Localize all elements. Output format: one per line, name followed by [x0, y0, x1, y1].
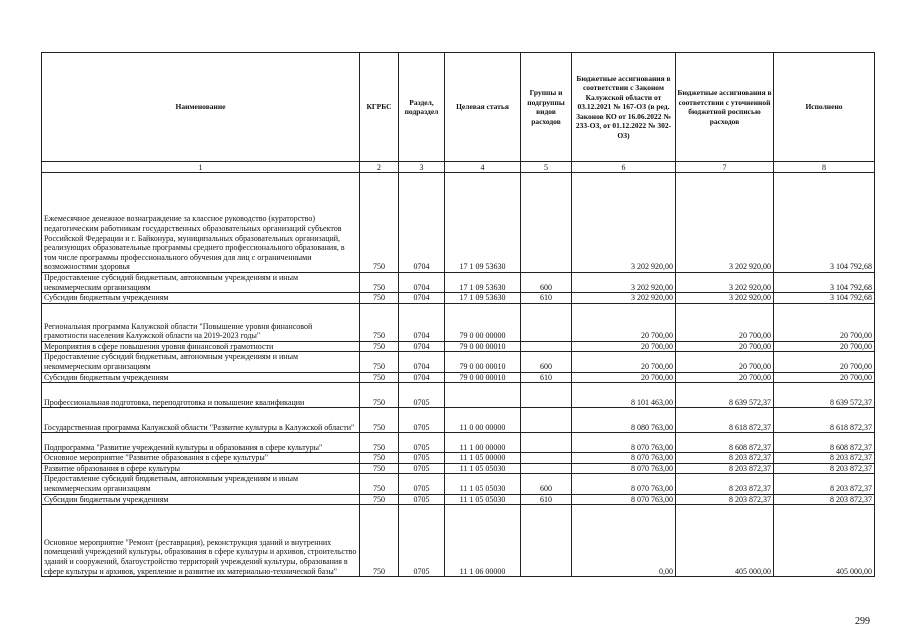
budget-table [41, 52, 875, 577]
cell-isp: 8 203 872,37 [774, 463, 875, 474]
table-row [42, 293, 875, 304]
cell-isp: 20 700,00 [774, 341, 875, 352]
header-name: Наименование [42, 53, 360, 162]
cell-razdel: 0704 [399, 273, 445, 293]
cell-cs [445, 383, 521, 408]
header-cs: Целевая статья [445, 53, 521, 162]
cell-law: 8 070 763,00 [572, 463, 676, 474]
cell-kgrbs: 750 [360, 505, 399, 577]
cell-name: Основное мероприятие "Ремонт (реставрация), реконструкция зданий и внутренних помещений учреждений культуры, образования в сфере культуры и архивов, строительство зданий и сооружений, благоустройство территорий учреждений культуры, образования в сфере культуры и архивов, укрепление и развитие их материально-технической базы" [42, 505, 360, 577]
cell-name: Профессиональная подготовка, переподготовка и повышение квалификации [42, 383, 360, 408]
cell-cs: 17 1 09 53630 [445, 173, 521, 273]
cell-gr [521, 408, 572, 433]
header-row [42, 53, 875, 162]
cell-isp: 3 104 792,68 [774, 273, 875, 293]
cell-kgrbs: 750 [360, 408, 399, 433]
cell-isp: 20 700,00 [774, 352, 875, 372]
cell-cs: 11 1 05 05030 [445, 474, 521, 494]
cell-gr [521, 341, 572, 352]
header-law: Бюджетные ассигнования в соответствии с Законом Калужской области от 03.12.2021 № 167-ОЗ (в ред. Законов КО от 16.06.2022 № 233-ОЗ, от 01.12.2022 № 302-ОЗ) [572, 53, 676, 162]
cell-razdel: 0704 [399, 293, 445, 304]
cell-law: 20 700,00 [572, 372, 676, 383]
cell-cs: 11 1 06 00000 [445, 505, 521, 577]
cell-kgrbs: 750 [360, 293, 399, 304]
cell-razdel: 0705 [399, 463, 445, 474]
cell-cs: 11 1 00 00000 [445, 433, 521, 453]
cell-utoch: 20 700,00 [676, 372, 774, 383]
cell-kgrbs: 750 [360, 341, 399, 352]
cell-law: 8 080 763,00 [572, 408, 676, 433]
cell-cs: 79 0 00 00010 [445, 372, 521, 383]
cell-razdel: 0705 [399, 494, 445, 505]
cell-razdel: 0705 [399, 474, 445, 494]
cell-gr [521, 383, 572, 408]
cell-isp: 20 700,00 [774, 303, 875, 341]
cell-isp: 405 000,00 [774, 505, 875, 577]
cell-law: 20 700,00 [572, 303, 676, 341]
cell-isp: 8 608 872,37 [774, 433, 875, 453]
column-number: 1 [42, 162, 360, 173]
column-number: 8 [774, 162, 875, 173]
cell-law: 8 070 763,00 [572, 433, 676, 453]
cell-kgrbs: 750 [360, 463, 399, 474]
table-row [42, 474, 875, 494]
cell-kgrbs: 750 [360, 433, 399, 453]
column-number: 4 [445, 162, 521, 173]
cell-gr [521, 505, 572, 577]
cell-gr: 610 [521, 494, 572, 505]
cell-law: 0,00 [572, 505, 676, 577]
cell-kgrbs: 750 [360, 352, 399, 372]
cell-razdel: 0705 [399, 408, 445, 433]
cell-name: Субсидии бюджетным учреждениям [42, 293, 360, 304]
table-row [42, 273, 875, 293]
cell-utoch: 8 639 572,37 [676, 383, 774, 408]
cell-law: 20 700,00 [572, 352, 676, 372]
cell-isp: 8 639 572,37 [774, 383, 875, 408]
cell-name: Мероприятия в сфере повышения уровня финансовой грамотности [42, 341, 360, 352]
cell-gr [521, 173, 572, 273]
cell-gr [521, 303, 572, 341]
table-row [42, 408, 875, 433]
cell-razdel: 0704 [399, 173, 445, 273]
cell-isp: 3 104 792,68 [774, 293, 875, 304]
cell-utoch: 20 700,00 [676, 341, 774, 352]
cell-gr [521, 463, 572, 474]
cell-name: Государственная программа Калужской области "Развитие культуры в Калужской области" [42, 408, 360, 433]
cell-razdel: 0704 [399, 352, 445, 372]
cell-gr [521, 433, 572, 453]
cell-kgrbs: 750 [360, 494, 399, 505]
cell-gr: 600 [521, 273, 572, 293]
cell-utoch: 8 203 872,37 [676, 453, 774, 464]
cell-utoch: 3 202 920,00 [676, 173, 774, 273]
cell-razdel: 0705 [399, 433, 445, 453]
cell-cs: 79 0 00 00010 [445, 341, 521, 352]
cell-razdel: 0704 [399, 372, 445, 383]
header-isp: Исполнено [774, 53, 875, 162]
cell-gr: 600 [521, 352, 572, 372]
cell-name: Субсидии бюджетным учреждениям [42, 372, 360, 383]
cell-name: Ежемесячное денежное вознаграждение за классное руководство (кураторство) педагогическим работникам государственных образовательных организаций субъектов Российской Федерации и г. Байконура, муниципальных образовательных организаций, реализующих образовательные программы среднего профессионального образования, в том числе программы профессионального обучения для лиц с ограниченными возможностями здоровья [42, 173, 360, 273]
cell-law: 3 202 920,00 [572, 293, 676, 304]
cell-utoch: 8 608 872,37 [676, 433, 774, 453]
column-number: 6 [572, 162, 676, 173]
cell-gr [521, 453, 572, 464]
cell-utoch: 3 202 920,00 [676, 293, 774, 304]
cell-utoch: 405 000,00 [676, 505, 774, 577]
cell-isp: 8 203 872,37 [774, 494, 875, 505]
cell-cs: 79 0 00 00010 [445, 352, 521, 372]
column-number: 2 [360, 162, 399, 173]
cell-kgrbs: 750 [360, 383, 399, 408]
cell-isp: 8 203 872,37 [774, 474, 875, 494]
cell-kgrbs: 750 [360, 273, 399, 293]
cell-cs: 17 1 09 53630 [445, 293, 521, 304]
cell-kgrbs: 750 [360, 372, 399, 383]
cell-gr: 610 [521, 372, 572, 383]
cell-kgrbs: 750 [360, 303, 399, 341]
cell-law: 8 070 763,00 [572, 494, 676, 505]
cell-utoch: 8 203 872,37 [676, 474, 774, 494]
cell-utoch: 20 700,00 [676, 303, 774, 341]
table-row [42, 352, 875, 372]
cell-isp: 8 203 872,37 [774, 453, 875, 464]
cell-kgrbs: 750 [360, 453, 399, 464]
header-gr: Группы и подгруппы видов расходов [521, 53, 572, 162]
cell-isp: 8 618 872,37 [774, 408, 875, 433]
cell-name: Основное мероприятие "Развитие образования в сфере культуры" [42, 453, 360, 464]
table-row [42, 383, 875, 408]
table-row [42, 453, 875, 464]
table-row [42, 463, 875, 474]
cell-name: Подпрограмма "Развитие учреждений культуры и образования в сфере культуры" [42, 433, 360, 453]
column-number-row [42, 162, 875, 173]
cell-razdel: 0704 [399, 341, 445, 352]
table-row [42, 505, 875, 577]
cell-law: 20 700,00 [572, 341, 676, 352]
table-row [42, 173, 875, 273]
cell-razdel: 0705 [399, 383, 445, 408]
header-razdel: Раздел, подраздел [399, 53, 445, 162]
cell-razdel: 0705 [399, 453, 445, 464]
table-row [42, 433, 875, 453]
cell-law: 8 070 763,00 [572, 474, 676, 494]
column-number: 7 [676, 162, 774, 173]
cell-law: 3 202 920,00 [572, 273, 676, 293]
cell-name: Предоставление субсидий бюджетным, автономным учреждениям и иным некоммерческим организациям [42, 273, 360, 293]
table-row [42, 494, 875, 505]
cell-name: Развитие образования в сфере культуры [42, 463, 360, 474]
page-number: 299 [855, 616, 870, 627]
cell-gr: 600 [521, 474, 572, 494]
cell-utoch: 8 618 872,37 [676, 408, 774, 433]
cell-cs: 11 1 05 05030 [445, 494, 521, 505]
cell-cs: 11 1 05 00000 [445, 453, 521, 464]
header-utoch: Бюджетные ассигнования в соответствии с уточненной бюджетной росписью расходов [676, 53, 774, 162]
cell-cs: 17 1 09 53630 [445, 273, 521, 293]
table-row [42, 341, 875, 352]
cell-name: Региональная программа Калужской области "Повышение уровня финансовой грамотности населения Калужской области на 2019-2023 годы" [42, 303, 360, 341]
column-number: 3 [399, 162, 445, 173]
column-number: 5 [521, 162, 572, 173]
cell-isp: 20 700,00 [774, 372, 875, 383]
cell-razdel: 0705 [399, 505, 445, 577]
cell-law: 3 202 920,00 [572, 173, 676, 273]
cell-kgrbs: 750 [360, 173, 399, 273]
cell-name: Предоставление субсидий бюджетным, автономным учреждениям и иным некоммерческим организациям [42, 474, 360, 494]
cell-utoch: 8 203 872,37 [676, 463, 774, 474]
cell-razdel: 0704 [399, 303, 445, 341]
table-row [42, 303, 875, 341]
cell-cs: 79 0 00 00000 [445, 303, 521, 341]
cell-name: Субсидии бюджетным учреждениям [42, 494, 360, 505]
cell-law: 8 101 463,00 [572, 383, 676, 408]
cell-law: 8 070 763,00 [572, 453, 676, 464]
cell-utoch: 20 700,00 [676, 352, 774, 372]
cell-utoch: 3 202 920,00 [676, 273, 774, 293]
cell-utoch: 8 203 872,37 [676, 494, 774, 505]
cell-cs: 11 0 00 00000 [445, 408, 521, 433]
cell-gr: 610 [521, 293, 572, 304]
table-row [42, 372, 875, 383]
cell-kgrbs: 750 [360, 474, 399, 494]
cell-isp: 3 104 792,68 [774, 173, 875, 273]
cell-cs: 11 1 05 05030 [445, 463, 521, 474]
cell-name: Предоставление субсидий бюджетным, автономным учреждениям и иным некоммерческим организациям [42, 352, 360, 372]
header-kgrbs: КГРБС [360, 53, 399, 162]
